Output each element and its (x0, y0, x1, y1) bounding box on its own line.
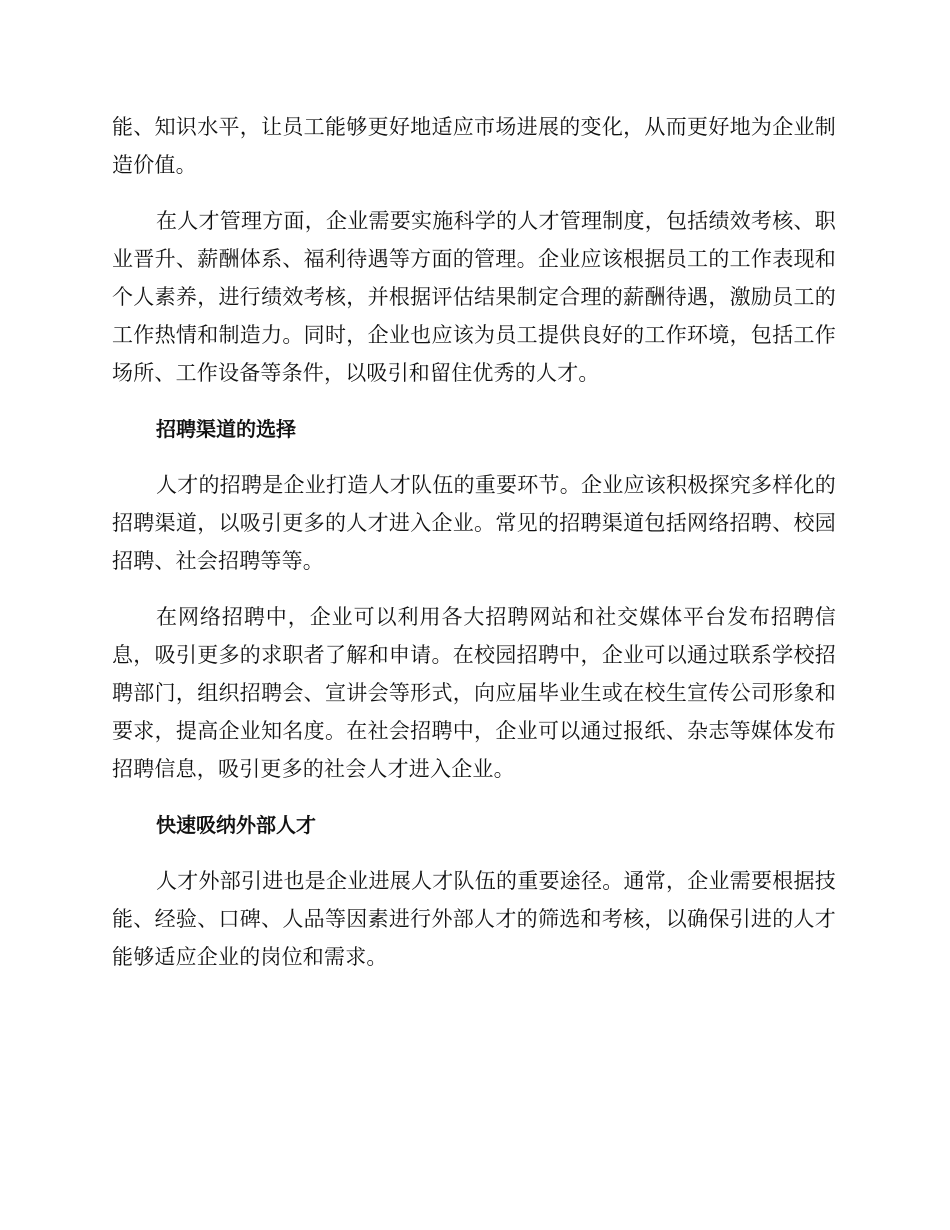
paragraph-recruitment-methods: 在网络招聘中，企业可以利用各大招聘网站和社交媒体平台发布招聘信息，吸引更多的求职者了解和申请。在校园招聘中，企业可以通过联系学校招聘部门，组织招聘会、宣讲会等形式，向应届毕业生或在校生宣传公司形象和要求，提高企业知名度。在社会招聘中，企业可以通过报纸、杂志等媒体发布招聘信息，吸引更多的社会人才进入企业。 (112, 605, 836, 781)
paragraph-external-talent: 人才外部引进也是企业进展人才队伍的重要途径。通常，企业需要根据技能、经验、口碑、人品等因素进行外部人才的筛选和考核，以确保引进的人才能够适应企业的岗位和需求。 (112, 869, 836, 969)
document-body (112, 108, 836, 994)
section-heading-external-talent: 快速吸纳外部人才 (156, 813, 316, 837)
paragraph-continuation: 能、知识水平，让员工能够更好地适应市场进展的变化，从而更好地为企业制造价值。 (112, 115, 836, 177)
paragraph-recruitment-intro: 人才的招聘是企业打造人才队伍的重要环节。企业应该积极探究多样化的招聘渠道，以吸引更多的人才进入企业。常见的招聘渠道包括网络招聘、校园招聘、社会招聘等等。 (112, 473, 836, 573)
section-heading-recruitment-channels: 招聘渠道的选择 (156, 417, 296, 441)
paragraph-talent-management: 在人才管理方面，企业需要实施科学的人才管理制度，包括绩效考核、职业晋升、薪酬体系、福利待遇等方面的管理。企业应该根据员工的工作表现和个人素养，进行绩效考核，并根据评估结果制定合理的薪酬待遇，激励员工的工作热情和制造力。同时，企业也应该为员工提供良好的工作环境，包括工作场所、工作设备等条件，以吸引和留住优秀的人才。 (112, 209, 836, 385)
